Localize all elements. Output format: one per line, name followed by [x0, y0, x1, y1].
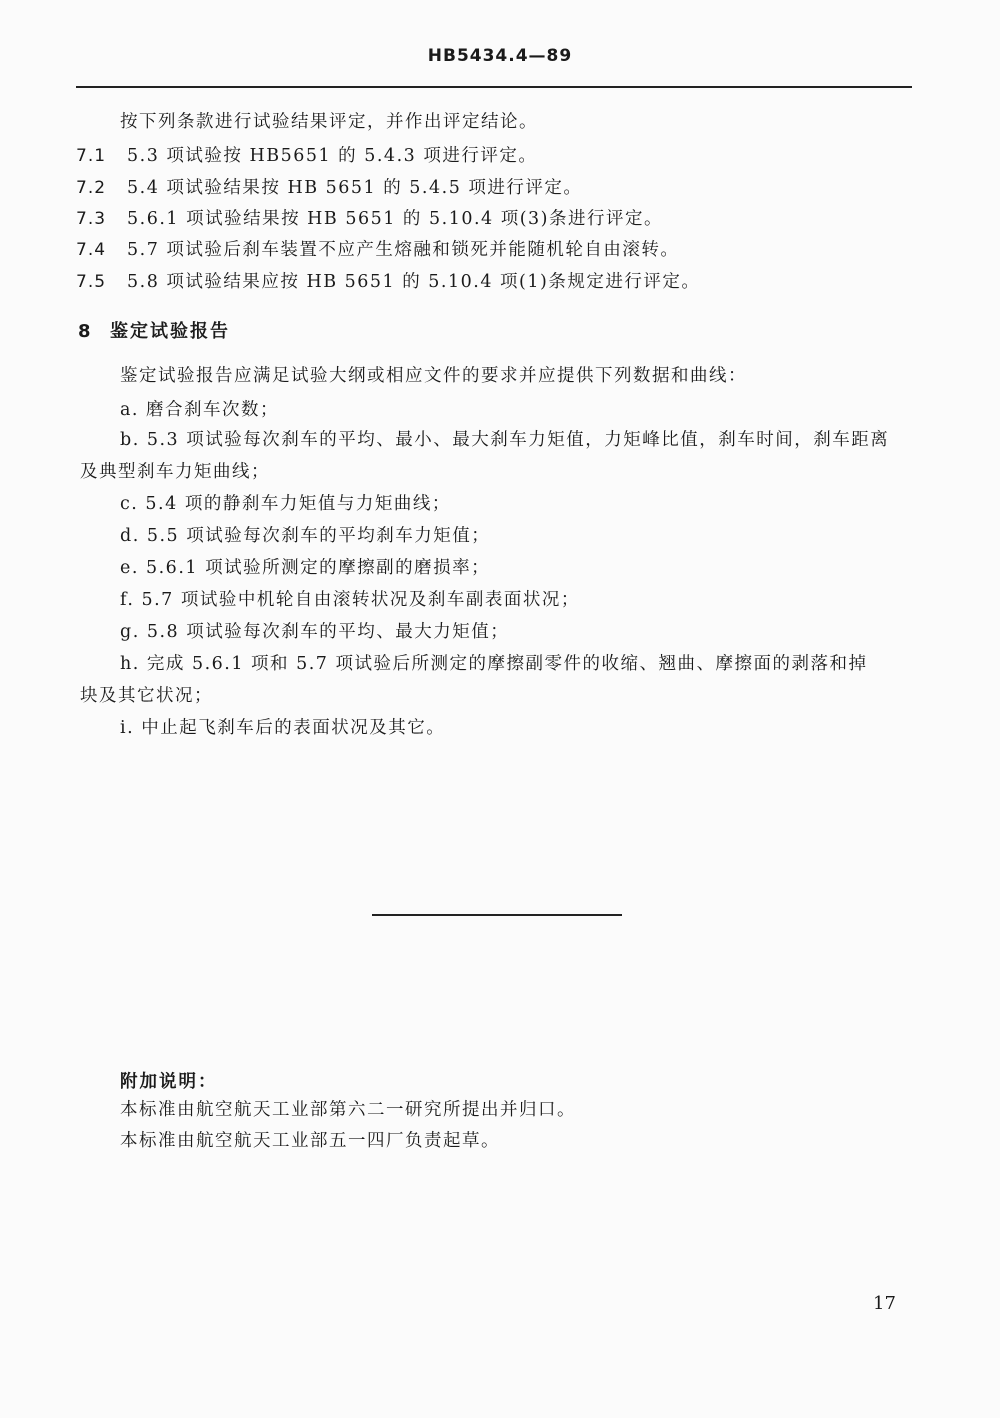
clause-text: 5.3 项试验按 HB5651 的 5.4.3 项进行评定。 [127, 146, 538, 166]
report-item-h-continuation: 块及其它状况； [80, 686, 213, 706]
report-item-f: f. 5.7 项试验中机轮自由滚转状况及刹车副表面状况； [120, 590, 580, 610]
report-item-e: e. 5.6.1 项试验所测定的摩擦副的磨损率； [120, 558, 491, 578]
report-item-b-continuation: 及典型刹车力矩曲线； [80, 462, 270, 482]
clause-number: 7.2 [76, 178, 107, 198]
additional-note-line: 本标准由航空航天工业部第六二一研究所提出并归口。 [120, 1100, 576, 1120]
report-item-g: g. 5.8 项试验每次刹车的平均、最大力矩值； [120, 622, 510, 642]
clause-text: 5.7 项试验后刹车装置不应产生熔融和锁死并能随机轮自由滚转。 [127, 240, 680, 260]
page-number: 17 [873, 1293, 896, 1314]
header-divider [76, 86, 912, 88]
report-item-d: d. 5.5 项试验每次刹车的平均刹车力矩值； [120, 526, 491, 546]
clause-number: 7.4 [76, 240, 107, 260]
section7-intro: 按下列条款进行试验结果评定，并作出评定结论。 [120, 112, 538, 132]
clause-text: 5.8 项试验结果应按 HB 5651 的 5.10.4 项(1)条规定进行评定。 [127, 272, 701, 292]
report-item-b: b. 5.3 项试验每次刹车的平均、最小、最大刹车力矩值，力矩峰比值，刹车时间，刹车距离 [120, 430, 890, 450]
end-of-text-rule [372, 914, 622, 916]
additional-note-line: 本标准由航空航天工业部五一四厂负责起草。 [120, 1131, 500, 1151]
report-item-c: c. 5.4 项的静刹车力矩值与力矩曲线； [120, 494, 451, 514]
section8-title: 鉴定试验报告 [110, 321, 230, 342]
standard-code: HB5434.4—89 [427, 46, 573, 66]
clause-number: 7.3 [76, 209, 107, 229]
clause-text: 5.4 项试验结果按 HB 5651 的 5.4.5 项进行评定。 [127, 178, 583, 198]
clause-text: 5.6.1 项试验结果按 HB 5651 的 5.10.4 项(3)条进行评定。 [127, 209, 664, 229]
additional-note-title: 附加说明： [120, 1072, 218, 1092]
section8-intro: 鉴定试验报告应满足试验大纲或相应文件的要求并应提供下列数据和曲线： [120, 366, 747, 386]
report-item-h: h. 完成 5.6.1 项和 5.7 项试验后所测定的摩擦副零件的收缩、翘曲、摩擦面的剥落和掉 [120, 654, 868, 674]
report-item-a: a. 磨合刹车次数； [120, 400, 280, 420]
clause-number: 7.1 [76, 146, 107, 166]
section8-number: 8 [78, 321, 93, 342]
report-item-i: i. 中止起飞刹车后的表面状况及其它。 [120, 718, 446, 738]
clause-number: 7.5 [76, 272, 107, 292]
